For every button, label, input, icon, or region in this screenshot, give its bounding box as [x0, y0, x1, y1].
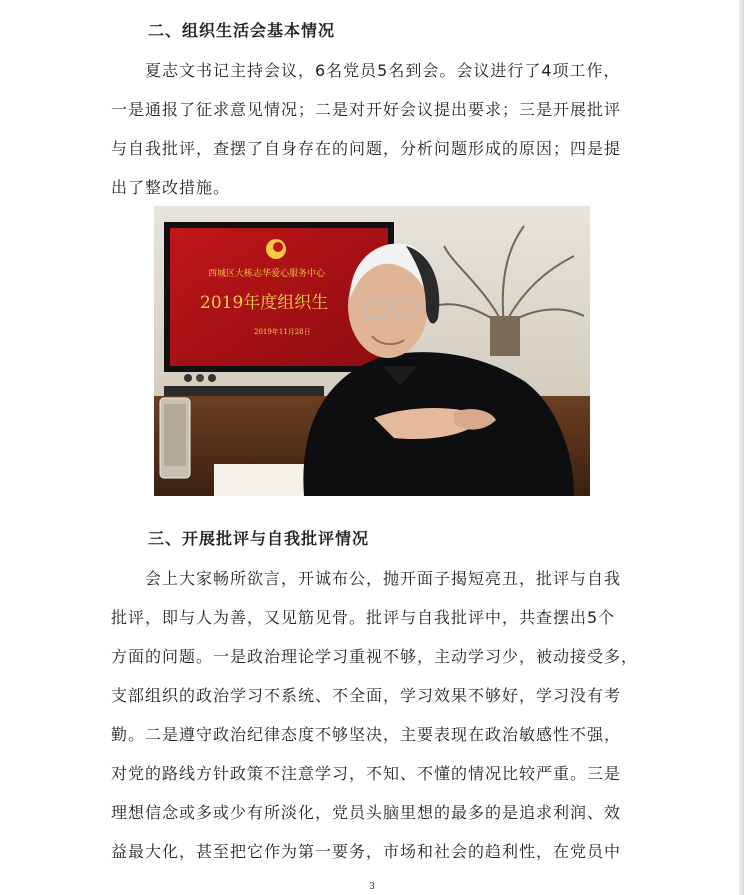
paragraph-line: 批评，即与人为善，又见筋见骨。批评与自我批评中，共查摆出5个: [111, 608, 616, 627]
paragraph-line: 益最大化，甚至把它作为第一要务，市场和社会的趋利性，在党员中: [111, 842, 622, 861]
paragraph-line: 对党的路线方针政策不注意学习，不知、不懂的情况比较严重。三是: [111, 764, 622, 783]
paragraph-line: 理想信念或多或少有所淡化，党员头脑里想的最多的是追求利润、效: [111, 803, 622, 822]
meeting-photo: [154, 206, 590, 496]
banner-org: 西城区大栋志华爱心服务中心: [208, 269, 326, 279]
banner-title: 2019年度组织生: [200, 293, 329, 313]
paragraph-line: 出了整改措施。: [111, 178, 231, 197]
section-heading-3: 三、开展批评与自我批评情况: [148, 529, 370, 548]
section-heading-2: 二、组织生活会基本情况: [148, 21, 336, 40]
paragraph-line: 勤。二是遵守政治纪律态度不够坚决，主要表现在政治敏感性不强，: [111, 725, 622, 744]
page-edge-shadow: [739, 0, 744, 895]
paragraph-line: 方面的问题。一是政治理论学习重视不够，主动学习少，被动接受多，: [111, 647, 639, 666]
paragraph-line: 夏志文书记主持会议，6名党员5名到会。会议进行了4项工作，: [145, 61, 621, 80]
paragraph-line: 一是通报了征求意见情况；二是对开好会议提出要求；三是开展批评: [111, 100, 622, 119]
page-number: 3: [369, 882, 375, 892]
party-emblem-icon: [266, 239, 286, 259]
glass-cup: [160, 398, 190, 478]
paragraph-line: 支部组织的政治学习不系统、不全面，学习效果不够好，学习没有考: [111, 686, 622, 705]
banner-date: 2019年11月28日: [254, 328, 311, 336]
paragraph-line: 会上大家畅所欲言，开诚布公，抛开面子揭短亮丑，批评与自我: [145, 569, 622, 588]
paragraph-line: 与自我批评，查摆了自身存在的问题，分析问题形成的原因；四是提: [111, 139, 622, 158]
